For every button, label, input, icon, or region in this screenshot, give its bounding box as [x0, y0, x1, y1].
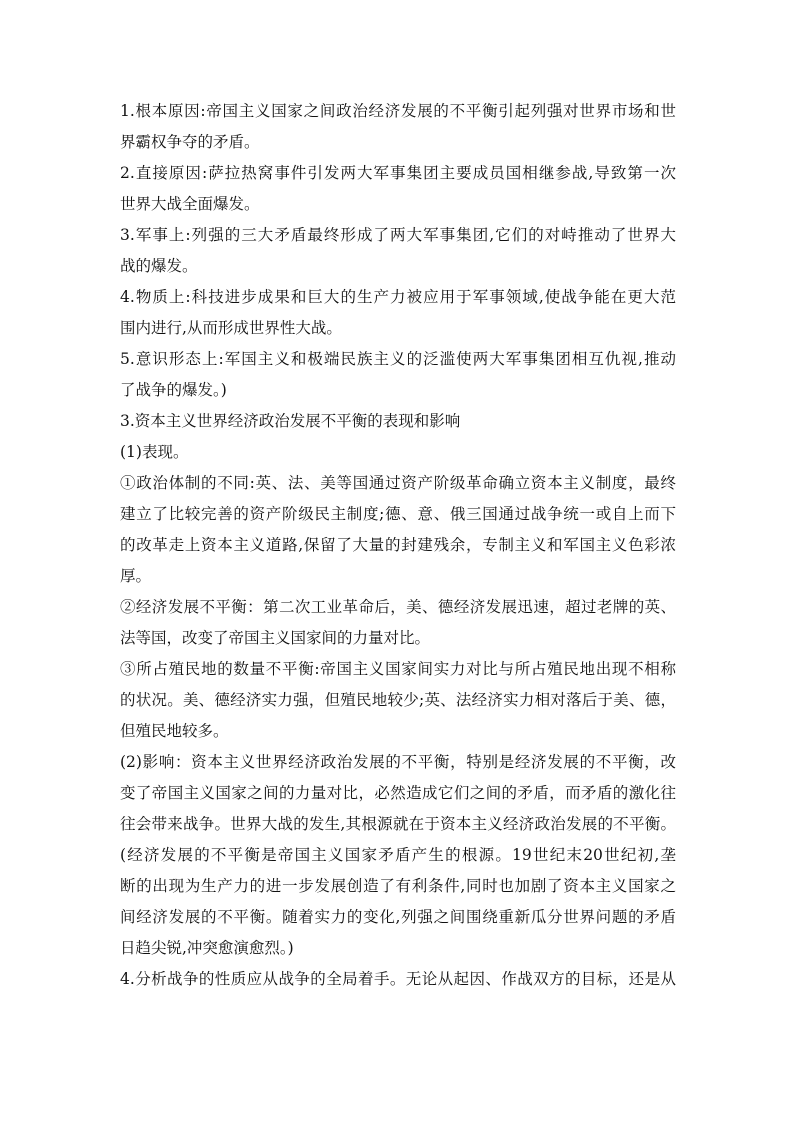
- text-line: 了战争的爆发。): [120, 381, 227, 399]
- text-line: 的状况。美、德经济实力强，但殖民地较少;英、法经济实力相对落后于美、德，: [120, 691, 676, 709]
- text-line: 战的爆发。: [120, 257, 198, 275]
- text-line: 厚。: [120, 567, 152, 585]
- document-body: [120, 96, 676, 995]
- text-line: 界霸权争夺的矛盾。: [120, 133, 260, 151]
- text-line: (2)影响：资本主义世界经济政治发展的不平衡，特别是经济发展的不平衡，改: [120, 753, 676, 771]
- text-line: ②经济发展不平衡：第二次工业革命后，美、德经济发展迅速，超过老牌的英、: [120, 598, 676, 616]
- text-line: 围内进行,从而形成世界性大战。: [120, 319, 342, 337]
- text-line: 4.物质上:科技进步成果和巨大的生产力被应用于军事领域,使战争能在更大范: [120, 288, 676, 306]
- text-line: ①政治体制的不同:英、法、美等国通过资产阶级革命确立资本主义制度，最终: [120, 474, 676, 492]
- text-line: 1.根本原因:帝国主义国家之间政治经济发展的不平衡引起列强对世界市场和世: [120, 102, 676, 120]
- text-line: 断的出现为生产力的进一步发展创造了有利条件,同时也加剧了资本主义国家之: [120, 877, 676, 895]
- text-line: ③所占殖民地的数量不平衡:帝国主义国家间实力对比与所占殖民地出现不相称: [120, 660, 676, 678]
- subsection-heading: (1)表现。: [120, 443, 189, 461]
- text-line: 3.军事上:列强的三大矛盾最终形成了两大军事集团,它们的对峙推动了世界大: [120, 226, 676, 244]
- text-line: 往会带来战争。世界大战的发生,其根源就在于资本主义经济政治发展的不平衡。: [120, 815, 676, 833]
- text-line: 的改革走上资本主义道路,保留了大量的封建残余，专制主义和军国主义色彩浓: [120, 536, 676, 554]
- text-line: 4.分析战争的性质应从战争的全局着手。无论从起因、作战双方的目标，还是从: [120, 970, 676, 988]
- text-line: 间经济发展的不平衡。随着实力的变化,列强之间围绕重新瓜分世界问题的矛盾: [120, 908, 676, 926]
- text-line: 建立了比较完善的资产阶级民主制度;德、意、俄三国通过战争统一或自上而下: [120, 505, 676, 523]
- text-line: 2.直接原因:萨拉热窝事件引发两大军事集团主要成员国相继参战,导致第一次: [120, 164, 676, 182]
- text-line: 日趋尖锐,冲突愈演愈烈。): [120, 939, 294, 957]
- text-line: (经济发展的不平衡是帝国主义国家矛盾产生的根源。19世纪末20世纪初,垄: [120, 846, 676, 864]
- section-heading: 3.资本主义世界经济政治发展不平衡的表现和影响: [120, 412, 461, 430]
- text-line: 5.意识形态上:军国主义和极端民族主义的泛滥使两大军事集团相互仇视,推动: [120, 350, 676, 368]
- text-line: 世界大战全面爆发。: [120, 195, 260, 213]
- text-line: 变了帝国主义国家之间的力量对比，必然造成它们之间的矛盾，而矛盾的激化往: [120, 784, 676, 802]
- text-line: 但殖民地较多。: [120, 722, 229, 740]
- text-line: 法等国，改变了帝国主义国家间的力量对比。: [120, 629, 431, 647]
